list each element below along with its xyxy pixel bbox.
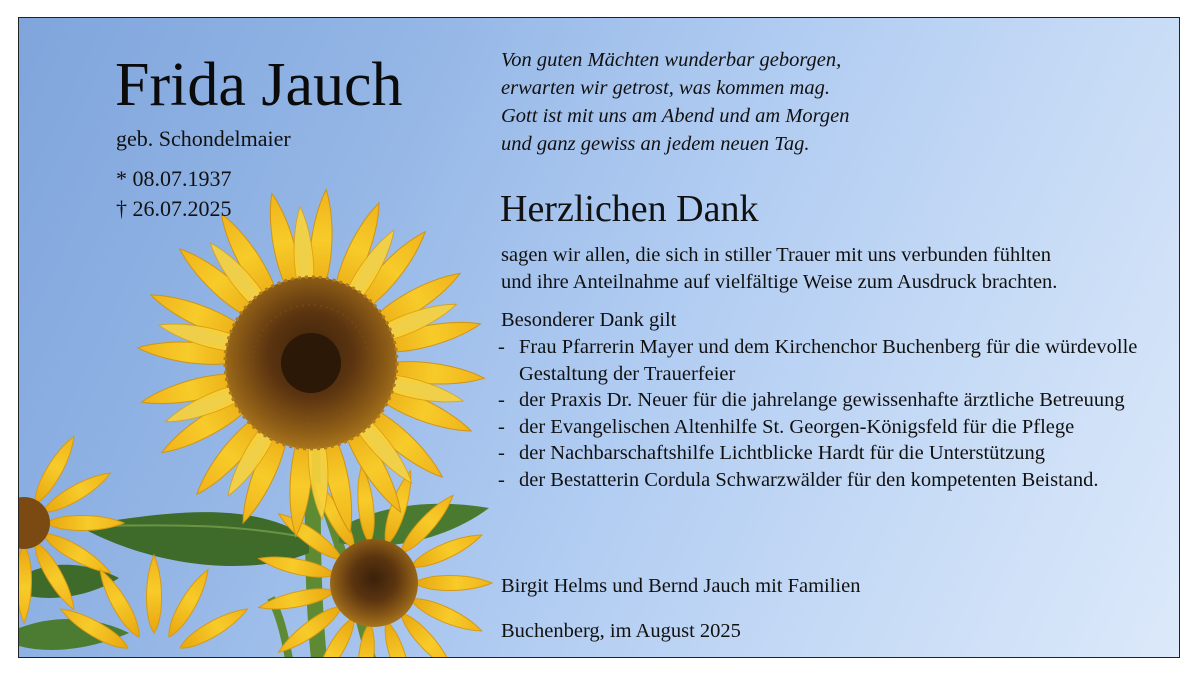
list-item-text: der Nachbarschaftshilfe Lichtblicke Hardt für die Unterstützung <box>519 442 1045 464</box>
birth-name: geb. Schondelmaier <box>116 126 291 151</box>
list-item-text: Frau Pfarrerin Mayer und dem Kirchenchor Buchenberg für die würdevolle Gestaltung der Trauerfeier <box>519 336 1138 385</box>
signature: Birgit Helms und Bernd Jauch mit Familien <box>501 575 861 597</box>
obituary-card <box>18 17 1180 658</box>
poem-line: und ganz gewiss an jedem neuen Tag. <box>501 133 810 155</box>
poem-line: erwarten wir getrost, was kommen mag. <box>501 77 830 99</box>
list-item-text: der Evangelischen Altenhilfe St. Georgen-Königsfeld für die Pflege <box>519 415 1075 438</box>
dash-bullet: - <box>498 468 505 491</box>
list-item <box>498 387 1171 414</box>
list-item-text: der Bestatterin Cordula Schwarzwälder für den kompetenten Beistand. <box>519 468 1099 491</box>
birth-date: * 08.07.1937 <box>116 166 232 191</box>
thanks-heading: Herzlichen Dank <box>500 188 759 230</box>
dash-bullet: - <box>498 415 505 438</box>
list-item-text: der Praxis Dr. Neuer für die jahrelange gewissenhafte ärztliche Betreuung <box>519 389 1125 411</box>
special-thanks-heading: Besonderer Dank gilt <box>501 309 677 331</box>
thanks-list <box>498 334 1171 493</box>
poem <box>501 46 850 158</box>
death-date: † 26.07.2025 <box>116 196 232 221</box>
dash-bullet: - <box>498 336 505 358</box>
place-date: Buchenberg, im August 2025 <box>501 620 741 642</box>
list-item <box>498 440 1171 467</box>
list-item <box>498 467 1171 494</box>
poem-line: Gott ist mit uns am Abend und am Morgen <box>501 105 850 127</box>
deceased-name: Frida Jauch <box>115 51 403 119</box>
poem-line: Von guten Mächten wunderbar geborgen, <box>501 49 842 71</box>
main-sunflower <box>137 189 486 538</box>
dash-bullet: - <box>498 389 505 411</box>
intro-line: und ihre Anteilnahme auf vielfältige Weise zum Ausdruck brachten. <box>501 271 1058 293</box>
thanks-intro <box>501 242 1057 296</box>
intro-line: sagen wir allen, die sich in stiller Trauer mit uns verbunden fühlten <box>501 244 1051 266</box>
list-item <box>498 334 1171 387</box>
dash-bullet: - <box>498 442 505 464</box>
list-item <box>498 414 1171 441</box>
